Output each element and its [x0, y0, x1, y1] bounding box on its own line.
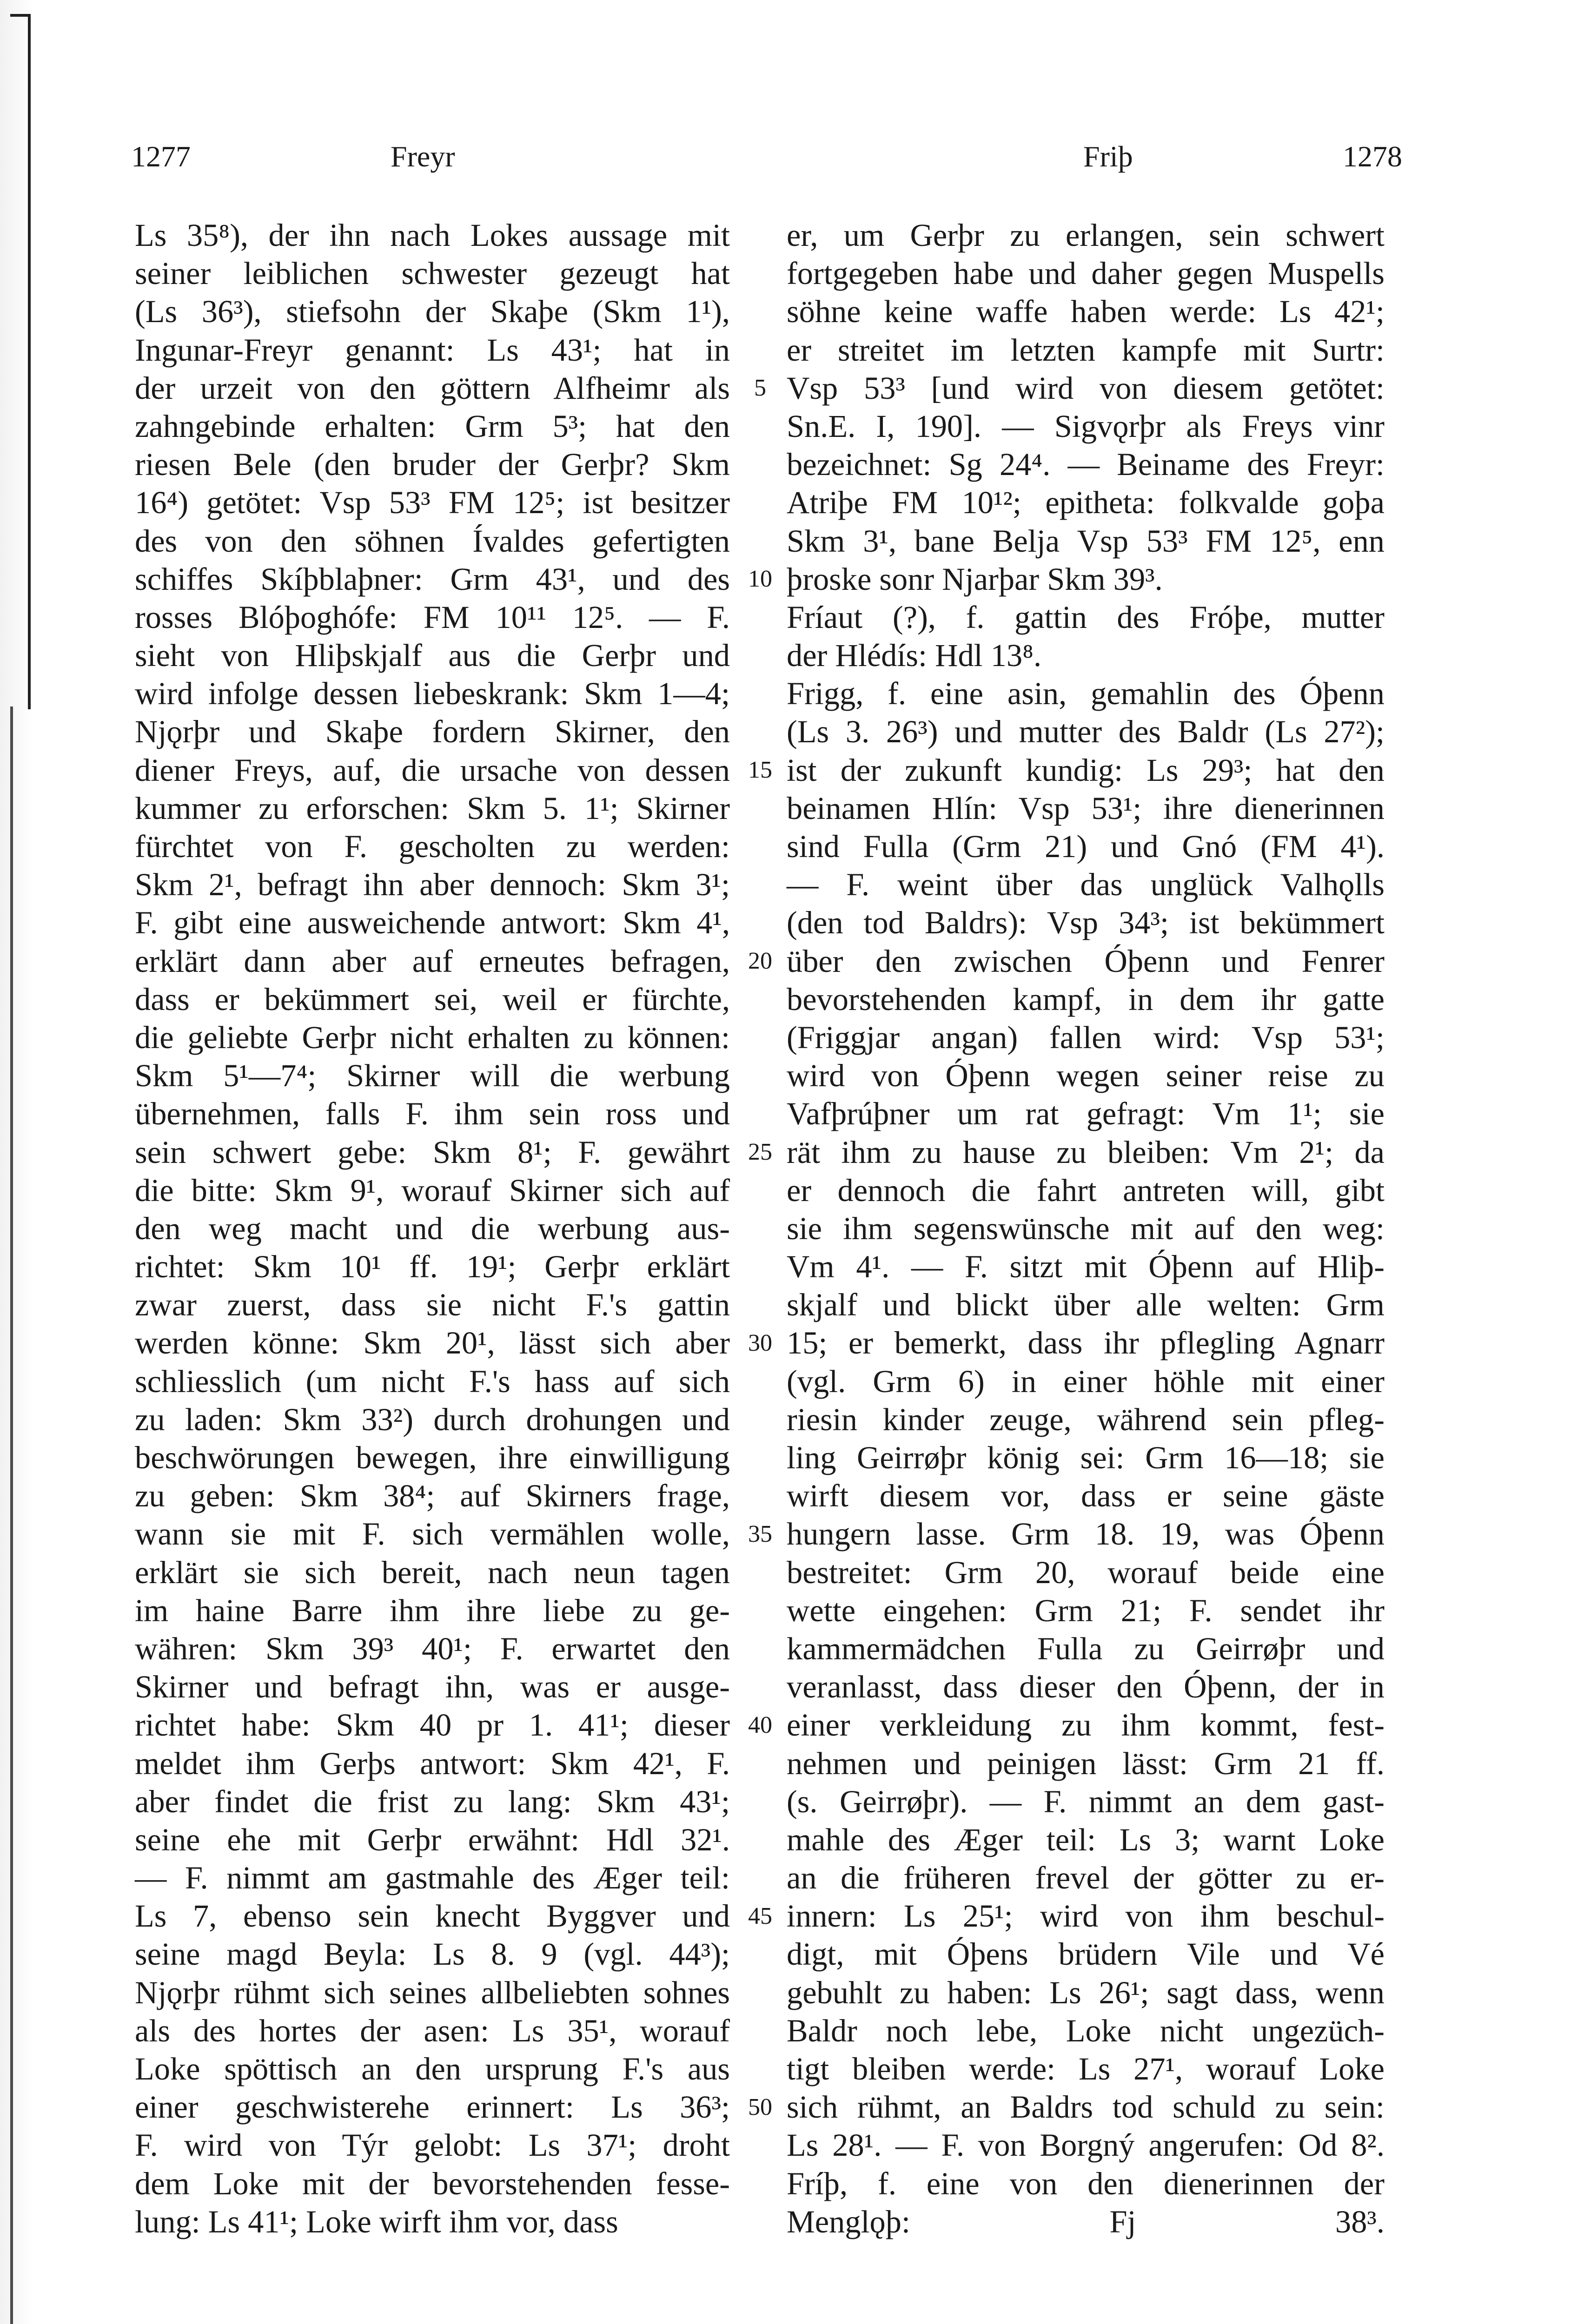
text-line: wird infolge dessen liebeskrank: Skm 1—4; — [135, 676, 730, 712]
text-line: Ls 7, ebenso sein knecht Byggver und — [135, 1898, 730, 1934]
right-page-number: 1278 — [1343, 140, 1402, 173]
text-line: an die früheren frevel der götter zu er- — [787, 1860, 1385, 1896]
text-line: den weg macht und die werbung aus- — [135, 1210, 730, 1246]
text-line: sie ihm segenswünsche mit auf den weg: — [787, 1210, 1385, 1246]
text-line: Vafþrúþner um rat gefragt: Vm 1¹; sie — [787, 1096, 1385, 1132]
text-line: Atriþe FM 10¹²; epitheta: folkvalde goþa — [787, 485, 1385, 521]
text-line: dass er bekümmert sei, weil er fürchte, — [135, 981, 730, 1017]
text-line: mahle des Æger teil: Ls 3; warnt Loke — [787, 1822, 1385, 1857]
line-number: 20 — [748, 947, 772, 974]
text-line: skjalf und blickt über alle welten: Grm — [787, 1287, 1385, 1323]
text-line: gebuhlt zu haben: Ls 26¹; sagt dass, wenn — [787, 1974, 1385, 2010]
text-line: rät ihm zu hause zu bleiben: Vm 2¹; da — [787, 1134, 1385, 1170]
text-line: (s. Geirrøþr). — F. nimmt an dem gast- — [787, 1783, 1385, 1819]
text-line: als des hortes der asen: Ls 35¹, worauf — [135, 2013, 730, 2048]
text-line: hungern lasse. Grm 18. 19, was Óþenn — [787, 1516, 1385, 1552]
line-number: 5 — [754, 374, 766, 401]
text-line: sich rühmt, an Baldrs tod schuld zu sein: — [787, 2089, 1385, 2125]
text-line: beinamen Hlín: Vsp 53¹; ihre dienerinnen — [787, 790, 1385, 826]
text-line: ling Geirrøþr könig sei: Grm 16—18; sie — [787, 1440, 1385, 1475]
text-line: er, um Gerþr zu erlangen, sein schwert — [787, 218, 1385, 253]
text-line: söhne keine waffe haben werde: Ls 42¹; — [787, 294, 1385, 330]
text-line: lung: Ls 41¹; Loke wirft ihm vor, dass — [135, 2204, 618, 2239]
line-number: 25 — [748, 1138, 772, 1165]
text-line: Njǫrþr rühmt sich seines allbeliebten sohnes — [135, 1974, 730, 2010]
line-number: 10 — [748, 565, 772, 592]
text-line: diener Freys, auf, die ursache von dessen — [135, 752, 730, 788]
text-line: Ls 28¹. — F. von Borgný angerufen: Od 8². — [787, 2127, 1385, 2163]
text-line: aber findet die frist zu lang: Skm 43¹; — [135, 1783, 730, 1819]
text-line: werden könne: Skm 20¹, lässt sich aber — [135, 1325, 730, 1361]
text-line: Fríaut (?), f. gattin des Fróþe, mutter — [787, 599, 1385, 635]
text-line: wette eingehen: Grm 21; F. sendet ihr — [787, 1592, 1385, 1628]
text-line: beschwörungen bewegen, ihre einwilligung — [135, 1440, 730, 1475]
text-line: zu laden: Skm 33²) durch drohungen und — [135, 1401, 730, 1437]
text-line: (vgl. Grm 6) in einer höhle mit einer — [787, 1363, 1385, 1399]
text-line: (Ls 3. 26³) und mutter des Baldr (Ls 27²); — [787, 714, 1385, 750]
text-line: er dennoch die fahrt antreten will, gibt — [787, 1172, 1385, 1208]
text-line: Skm 5¹—7⁴; Skirner will die werbung — [135, 1058, 730, 1094]
text-line: bevorstehenden kampf, in dem ihr gatte — [787, 981, 1385, 1017]
text-line: Skirner und befragt ihn, was er ausge- — [135, 1669, 730, 1705]
text-line: þroske sonr Njarþar Skm 39³. — [787, 561, 1163, 597]
text-line: (Friggjar angan) fallen wird: Vsp 53¹; — [787, 1019, 1385, 1055]
text-line: Njǫrþr und Skaþe fordern Skirner, den — [135, 714, 730, 750]
text-line: (Ls 36³), stiefsohn der Skaþe (Skm 1¹), — [135, 294, 730, 330]
text-line: er streitet im letzten kampfe mit Surtr: — [787, 332, 1385, 368]
text-line: wann sie mit F. sich vermählen wolle, — [135, 1516, 730, 1552]
text-line: zu geben: Skm 38⁴; auf Skirners frage, — [135, 1478, 730, 1514]
left-page-number: 1277 — [131, 140, 191, 173]
text-line: Ingunar-Freyr genannt: Ls 43¹; hat in — [135, 332, 730, 368]
text-line: Sn.E. I, 190]. — Sigvǫrþr als Freys vinr — [787, 408, 1385, 444]
text-line: übernehmen, falls F. ihm sein ross und — [135, 1096, 730, 1132]
text-line: Vm 4¹. — F. sitzt mit Óþenn auf Hliþ- — [787, 1249, 1385, 1285]
text-line: Ls 35⁸), der ihn nach Lokes aussage mit — [135, 218, 730, 253]
text-line: bestreitet: Grm 20, worauf beide eine — [787, 1554, 1385, 1590]
text-line: erklärt dann aber auf erneutes befragen, — [135, 943, 730, 979]
binding-bracket — [10, 14, 31, 709]
text-line: der Hlédís: Hdl 13⁸. — [787, 638, 1042, 673]
text-line: einer geschwisterehe erinnert: Ls 36³; — [135, 2089, 730, 2125]
text-line: nehmen und peinigen lässt: Grm 21 ff. — [787, 1745, 1385, 1781]
text-line: Vsp 53³ [und wird von diesem getötet: — [787, 370, 1385, 406]
text-line: schliesslich (um nicht F.'s hass auf sich — [135, 1363, 730, 1399]
right-column — [787, 216, 1385, 2241]
text-line: schiffes Skíþblaþner: Grm 43¹, und des — [135, 561, 730, 597]
text-line: Loke spöttisch an den ursprung F.'s aus — [135, 2051, 730, 2086]
text-line: 16⁴) getötet: Vsp 53³ FM 12⁵; ist besitzer — [135, 485, 730, 521]
text-line: riesin kinder zeuge, während sein pfleg- — [787, 1401, 1385, 1437]
text-line: Frigg, f. eine asin, gemahlin des Óþenn — [787, 676, 1385, 712]
text-line: F. wird von Týr gelobt: Ls 37¹; droht — [135, 2127, 730, 2163]
text-line: 15; er bemerkt, dass ihr pflegling Agnarr — [787, 1325, 1385, 1361]
text-line: kammermädchen Fulla zu Geirrøþr und — [787, 1631, 1385, 1666]
line-number: 40 — [748, 1711, 772, 1738]
text-line: seine magd Beyla: Ls 8. 9 (vgl. 44³); — [135, 1936, 730, 1972]
text-line: einer verkleidung zu ihm kommt, fest- — [787, 1707, 1385, 1743]
text-line: sieht von Hliþskjalf aus die Gerþr und — [135, 638, 730, 673]
text-line: richtet habe: Skm 40 pr 1. 41¹; dieser — [135, 1707, 730, 1743]
text-line: fürchtet von F. gescholten zu werden: — [135, 829, 730, 864]
text-line: währen: Skm 39³ 40¹; F. erwartet den — [135, 1631, 730, 1666]
text-line: im haine Barre ihm ihre liebe zu ge- — [135, 1592, 730, 1628]
text-line: der urzeit von den göttern Alfheimr als — [135, 370, 730, 406]
text-line: digt, mit Óþens brüdern Vile und Vé — [787, 1936, 1385, 1972]
text-line: meldet ihm Gerþs antwort: Skm 42¹, F. — [135, 1745, 730, 1781]
text-line: fortgegeben habe und daher gegen Muspells — [787, 256, 1385, 291]
text-line: die geliebte Gerþr nicht erhalten zu können: — [135, 1019, 730, 1055]
line-number: 45 — [748, 1902, 772, 1929]
text-line: Fríþ, f. eine von den dienerinnen der — [787, 2166, 1385, 2201]
left-running-head: Freyr — [391, 140, 455, 173]
text-line: wirft diesem vor, dass er seine gäste — [787, 1478, 1385, 1514]
text-line: zahngebinde erhalten: Grm 5³; hat den — [135, 408, 730, 444]
text-line: veranlasst, dass dieser den Óþenn, der in — [787, 1669, 1385, 1705]
text-line: rosses Blóþoghófe: FM 10¹¹ 12⁵. — F. — [135, 599, 730, 635]
line-number: 50 — [748, 2093, 772, 2120]
text-line: über den zwischen Óþenn und Fenrer — [787, 943, 1385, 979]
text-line: die bitte: Skm 9¹, worauf Skirner sich auf — [135, 1172, 730, 1208]
text-line: seine ehe mit Gerþr erwähnt: Hdl 32¹. — [135, 1822, 730, 1857]
line-number: 30 — [748, 1329, 772, 1356]
text-line: riesen Bele (den bruder der Gerþr? Skm — [135, 447, 730, 482]
text-line: — F. nimmt am gastmahle des Æger teil: — [135, 1860, 730, 1896]
text-line: erklärt sie sich bereit, nach neun tagen — [135, 1554, 730, 1590]
text-line: sein schwert gebe: Skm 8¹; F. gewährt — [135, 1134, 730, 1170]
text-line: sind Fulla (Grm 21) und Gnó (FM 4¹). — [787, 829, 1385, 864]
text-line: richtet: Skm 10¹ ff. 19¹; Gerþr erklärt — [135, 1249, 730, 1285]
text-line: wird von Óþenn wegen seiner reise zu — [787, 1058, 1385, 1094]
text-line: seiner leiblichen schwester gezeugt hat — [135, 256, 730, 291]
text-line: — F. weint über das unglück Valhǫlls — [787, 867, 1385, 903]
text-line: Menglǫþ: Fj 38³. — [787, 2204, 1385, 2239]
text-line: zwar zuerst, dass sie nicht F.'s gattin — [135, 1287, 730, 1323]
right-running-head: Friþ — [1083, 140, 1133, 173]
text-line: tigt bleiben werde: Ls 27¹, worauf Loke — [787, 2051, 1385, 2086]
line-number: 15 — [748, 756, 772, 783]
text-line: Skm 2¹, befragt ihn aber dennoch: Skm 3¹; — [135, 867, 730, 903]
text-line: F. gibt eine ausweichende antwort: Skm 4¹, — [135, 905, 730, 941]
text-line: kummer zu erforschen: Skm 5. 1¹; Skirner — [135, 790, 730, 826]
text-line: Baldr noch lebe, Loke nicht ungezüch- — [787, 2013, 1385, 2048]
text-line: bezeichnet: Sg 24⁴. — Beiname des Freyr: — [787, 447, 1385, 482]
binding-line — [10, 706, 13, 2324]
text-line: ist der zukunft kundig: Ls 29³; hat den — [787, 752, 1385, 788]
text-line: Skm 3¹, bane Belja Vsp 53³ FM 12⁵, enn — [787, 523, 1385, 559]
text-line: dem Loke mit der bevorstehenden fesse- — [135, 2166, 730, 2201]
left-column — [135, 216, 730, 2241]
text-line: (den tod Baldrs): Vsp 34³; ist bekümmert — [787, 905, 1385, 941]
line-number: 35 — [748, 1520, 772, 1547]
text-line: innern: Ls 25¹; wird von ihm beschul- — [787, 1898, 1385, 1934]
page-header — [0, 139, 1577, 181]
text-line: des von den söhnen Ívaldes gefertigten — [135, 523, 730, 559]
